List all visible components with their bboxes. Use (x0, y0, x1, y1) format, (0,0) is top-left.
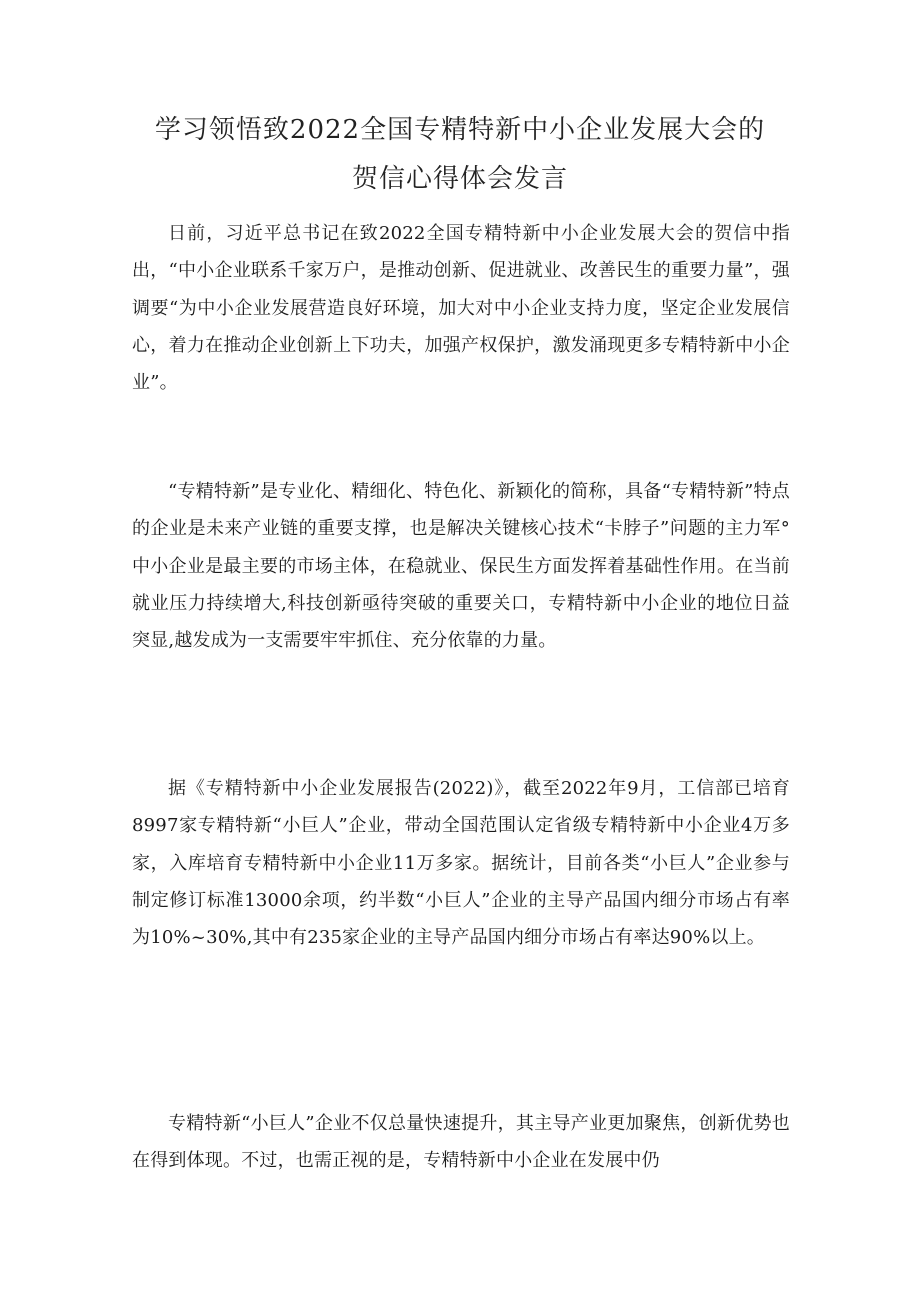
document-title-line-1: 学习领悟致2022全国专精特新中小企业发展大会的 (154, 115, 766, 145)
paragraph-3: 据《专精特新中小企业发展报告(2022)》，截至2022年9月，工信部已培育8997家专精特新“小巨人”企业，带动全国范围认定省级专精特新中小企业4万多家，入库培育专精特新中小企业11万多家。据统计，目前各类“小巨人”企业参与制定修订标准13000余项，约半数“小巨人”企业的主导产品国内细分市场占有率为10%~30%,其中有235家企业的主导产品国内细分市场占有率达90%以上。 (132, 778, 790, 949)
paragraph-1: 日前，习近平总书记在致2022全国专精特新中小企业发展大会的贺信中指出，“中小企业联系千家万户，是推动创新、促进就业、改善民生的重要力量”，强调要“为中小企业发展营造良好环境，加大对中小企业支持力度，坚定企业发展信心，着力在推动企业创新上下功夫，加强产权保护，激发涌现更多专精特新中小企业”。 (132, 223, 790, 394)
document-title-line-2: 贺信心得体会发言 (351, 164, 568, 194)
paragraph-2: “专精特新”是专业化、精细化、特色化、新颖化的简称，具备“专精特新”特点的企业是未来产业链的重要支撑，也是解决关键核心技术“卡脖子”问题的主力军°中小企业是最主要的市场主体，在稳就业、保民生方面发挥着基础性作用。在当前就业压力持续增大,科技创新亟待突破的重要关口，专精特新中小企业的地位日益突显,越发成为一支需要牢牢抓住、充分依靠的力量。 (132, 481, 790, 652)
paragraph-4: 专精特新“小巨人”企业不仅总量快速提升，其主导产业更加聚焦，创新优势也在得到体现。不过，也需正视的是，专精特新中小企业在发展中仍 (132, 1113, 790, 1172)
